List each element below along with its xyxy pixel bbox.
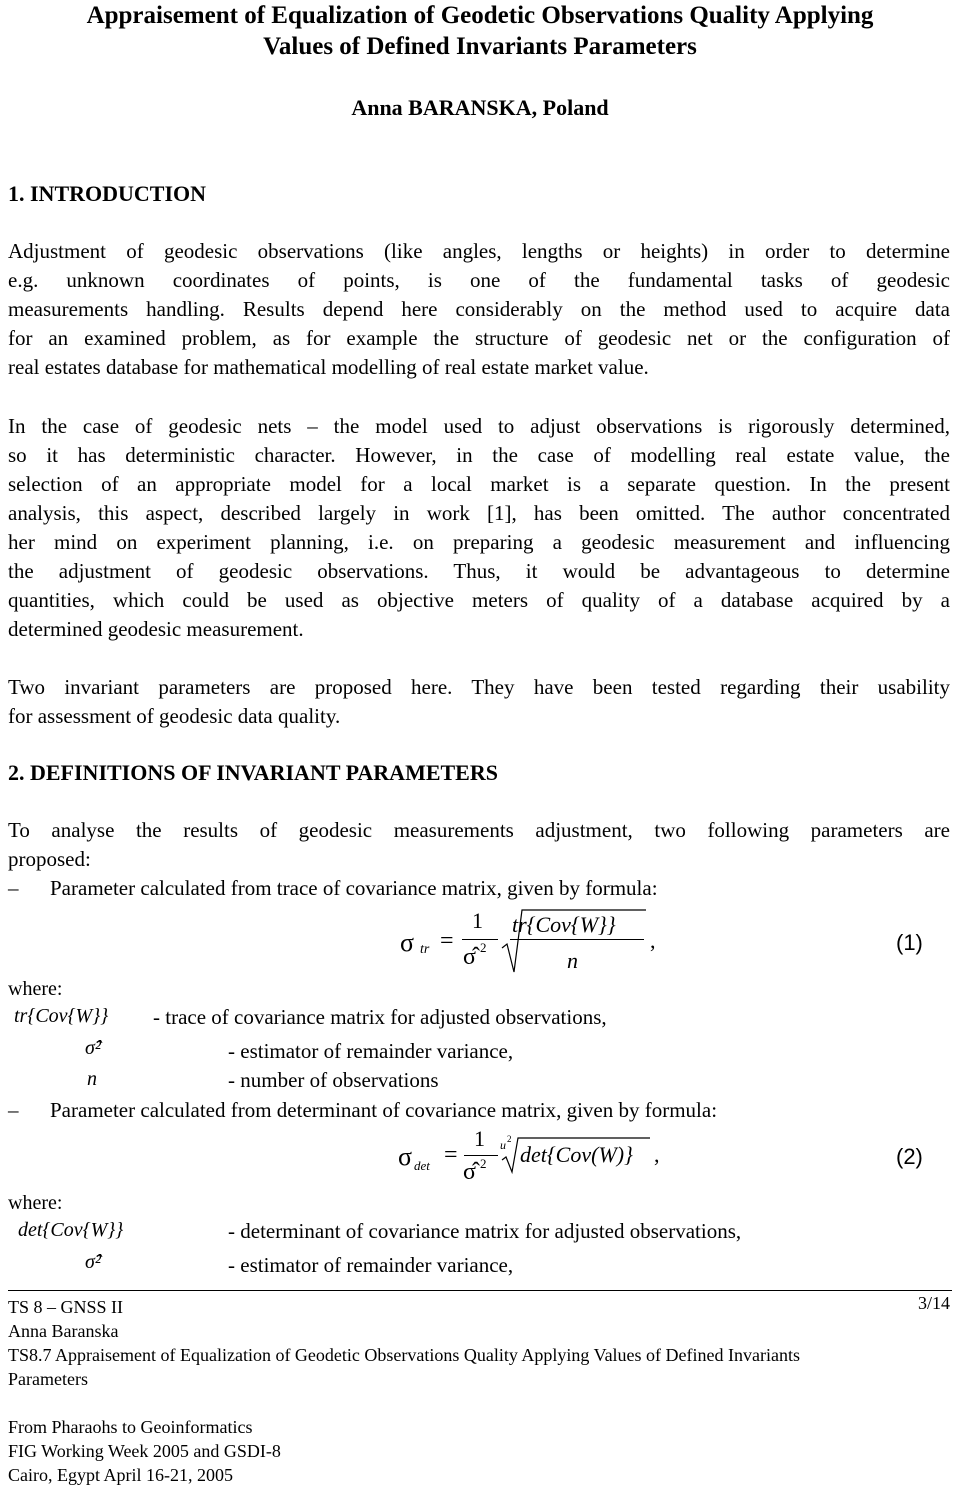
- item-dash: –: [8, 876, 19, 900]
- eq2-subscript: det: [414, 1158, 430, 1173]
- paragraph-line: In the case of geodesic nets – the model used to adjust observations is rigorously determined,: [8, 414, 950, 438]
- author-line: Anna BARANSKA, Poland: [351, 95, 609, 120]
- eq1-number: (1): [896, 930, 923, 955]
- eq1-numerator: 1: [472, 908, 483, 933]
- def2-symbol-sigma-hat: σ̂²: [85, 1251, 101, 1273]
- title-line-1: Appraisement of Equalization of Geodetic Observations Quality Applying: [86, 2, 874, 29]
- paragraph-line: determined geodesic measurement.: [8, 617, 304, 641]
- where-label-2: where:: [8, 1192, 63, 1214]
- def2-desc-determinant: - determinant of covariance matrix for adjusted observations,: [228, 1219, 742, 1243]
- def1-desc-n: - number of observations: [228, 1068, 439, 1092]
- footer-block: [8, 1295, 800, 1487]
- eq2-root-index-exponent: 2: [507, 1134, 512, 1144]
- section-1-paragraph-1: [8, 237, 950, 382]
- def1-symbol-sigma-hat: σ̂²: [85, 1037, 101, 1059]
- def1-symbol-n: n: [87, 1068, 97, 1090]
- eq2-equals: =: [444, 1142, 458, 1168]
- paragraph-line: Adjustment of geodesic observations (like angles, lengths or heights) in order to determine: [8, 239, 950, 263]
- footer-session: TS 8 – GNSS II: [8, 1297, 124, 1317]
- section-1-heading: 1. INTRODUCTION: [8, 181, 207, 206]
- paragraph-line: selection of an appropriate model for a local market is a separate question. In the present: [8, 472, 950, 496]
- section-2-intro: [8, 816, 950, 874]
- eq1-subscript: tr: [420, 942, 430, 957]
- paragraph-line: quantities, which could be used as objective meters of quality of a database acquired by a: [8, 588, 950, 612]
- paragraph-line: so it has deterministic character. However, in the case of modelling real estate value, the: [8, 443, 950, 467]
- eq1-root-denominator: n: [567, 948, 578, 973]
- footer-author: Anna Baranska: [8, 1321, 119, 1341]
- footer-conference-2: FIG Working Week 2005 and GSDI-8: [8, 1441, 281, 1461]
- paragraph-line: Two invariant parameters are proposed here. They have been tested regarding their usability: [8, 675, 950, 699]
- footer-paper-line-2: Parameters: [8, 1369, 88, 1389]
- section-1-paragraph-2: [8, 412, 950, 644]
- eq2-comma: ,: [654, 1142, 660, 1167]
- page-number: 3/14: [917, 1293, 950, 1313]
- equation-2: [0, 1124, 960, 1194]
- paper-title: [0, 0, 960, 62]
- item-determinant-text: Parameter calculated from determinant of covariance matrix, given by formula:: [50, 1098, 718, 1122]
- def1-desc-trace: - trace of covariance matrix for adjusted observations,: [153, 1005, 607, 1029]
- parameter-item-trace: [8, 874, 658, 903]
- eq2-sigma: σ: [398, 1142, 413, 1171]
- item-dash: –: [8, 1098, 19, 1122]
- eq2-sigma-hat: σ̂: [463, 1159, 476, 1185]
- paragraph-line: for assessment of geodesic data quality.: [8, 704, 341, 728]
- footer-conference-3: Cairo, Egypt April 16-21, 2005: [8, 1465, 233, 1485]
- section-2-heading: 2. DEFINITIONS OF INVARIANT PARAMETERS: [8, 760, 498, 785]
- parameter-item-determinant: [8, 1096, 717, 1125]
- paragraph-line: measurements handling. Results depend here considerably on the method used to acquire data: [8, 297, 950, 321]
- eq1-sigma-hat-exponent: 2: [480, 940, 487, 955]
- item-trace-text: Parameter calculated from trace of covariance matrix, given by formula:: [50, 876, 658, 900]
- paragraph-line: To analyse the results of geodesic measurements adjustment, two following parameters are: [8, 818, 950, 842]
- def2-desc-sigma-hat: - estimator of remainder variance,: [228, 1253, 514, 1277]
- eq1-equals: =: [440, 928, 454, 954]
- eq1-sigma-hat: σ̂: [463, 944, 476, 970]
- footer-divider: [8, 1290, 952, 1291]
- paragraph-line: for an examined problem, as for example the structure of geodesic net or the configuration of: [8, 326, 950, 350]
- title-line-2: Values of Defined Invariants Parameters: [263, 33, 697, 60]
- eq1-root-numerator: tr{Cov{W}}: [512, 912, 616, 937]
- section-1-paragraph-3: [8, 673, 950, 731]
- paragraph-line: analysis, this aspect, described largely in work [1], has been omitted. The author concentrated: [8, 501, 950, 525]
- eq2-root-index: u: [500, 1138, 506, 1152]
- eq2-root-body: det{Cov(W)}: [520, 1142, 633, 1167]
- where-label-1: where:: [8, 978, 63, 1000]
- paragraph-line: proposed:: [8, 847, 91, 871]
- eq1-sigma: σ: [400, 928, 415, 957]
- footer-conference-1: From Pharaohs to Geoinformatics: [8, 1417, 253, 1437]
- def2-symbol-determinant: det{Cov{W}}: [18, 1219, 124, 1241]
- eq2-number: (2): [896, 1144, 923, 1169]
- eq2-numerator: 1: [474, 1126, 485, 1151]
- paragraph-line: the adjustment of geodesic observations. Thus, it would be advantageous to determine: [8, 559, 950, 583]
- def1-symbol-trace: tr{Cov{W}}: [14, 1005, 109, 1027]
- eq1-comma: ,: [650, 928, 656, 953]
- def1-desc-sigma-hat: - estimator of remainder variance,: [228, 1039, 514, 1063]
- equation-1: [0, 900, 960, 980]
- eq1-root-fraction-bar: [510, 939, 644, 940]
- footer-paper-line-1: TS8.7 Appraisement of Equalization of Geodetic Observations Quality Applying Values of Defined Invariants: [8, 1345, 800, 1365]
- paragraph-line: real estates database for mathematical modelling of real estate market value.: [8, 355, 649, 379]
- eq2-sigma-hat-exponent: 2: [480, 1156, 487, 1171]
- paragraph-line: her mind on experiment planning, i.e. on preparing a geodesic measurement and influencing: [8, 530, 950, 554]
- paragraph-line: e.g. unknown coordinates of points, is one of the fundamental tasks of geodesic: [8, 268, 950, 292]
- footer-spacer: [8, 1391, 800, 1415]
